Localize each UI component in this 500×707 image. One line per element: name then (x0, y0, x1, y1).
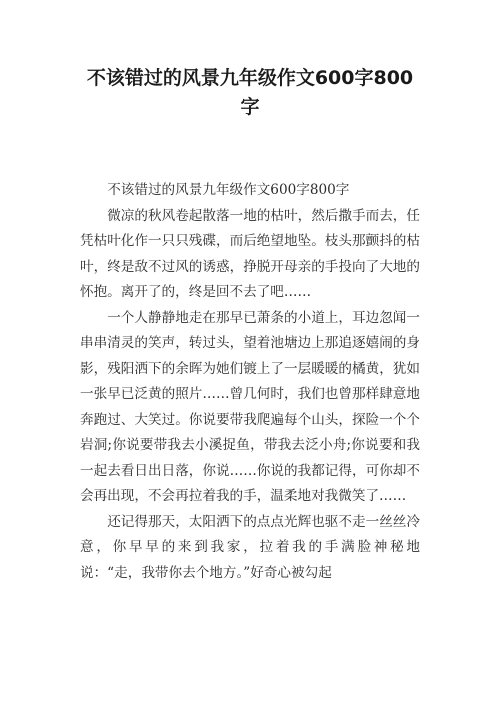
paragraph-subtitle: 不该错过的风景九年级作文600字800字 (107, 182, 350, 198)
paragraph-1: 微凉的秋风卷起散落一地的枯叶，然后撒手而去，任凭枯叶化作一只只残碟，而后绝望地坠。枝头那颤抖的枯叶，终是敌不过风的诱惑，挣脱开母亲的手投向了大地的怀抱。离开了的，终是回不去了吧…… (80, 207, 420, 300)
document-title: 不该错过的风景九年级作文600字800字 (86, 67, 414, 118)
document-body (80, 178, 420, 586)
paragraph-2: 一个人静静地走在那早已萧条的小道上，耳边忽闻一串串清灵的笑声，转过头，望着池塘边上那追逐嬉闹的身影，残阳洒下的余晖为她们镀上了一层暖暖的橘黄，犹如一张早已泛黄的照片……曾几何时，我们也曾那样肆意地奔跑过、大笑过。你说要带我爬遍每个山头，探险一个个岩洞;你说要带我去小溪捉鱼，带我去泛小舟;你说要和我一起去看日出日落，你说……你说的我都记得，可你却不会再出现，不会再拉着我的手，温柔地对我微笑了…… (80, 309, 420, 504)
paragraph-3: 还记得那天，太阳洒下的点点光辉也驱不走一丝丝冷意，你早早的来到我家，拉着我的手满脸神秘地说：“走，我带你去个地方。”好奇心被勾起 (80, 513, 420, 581)
